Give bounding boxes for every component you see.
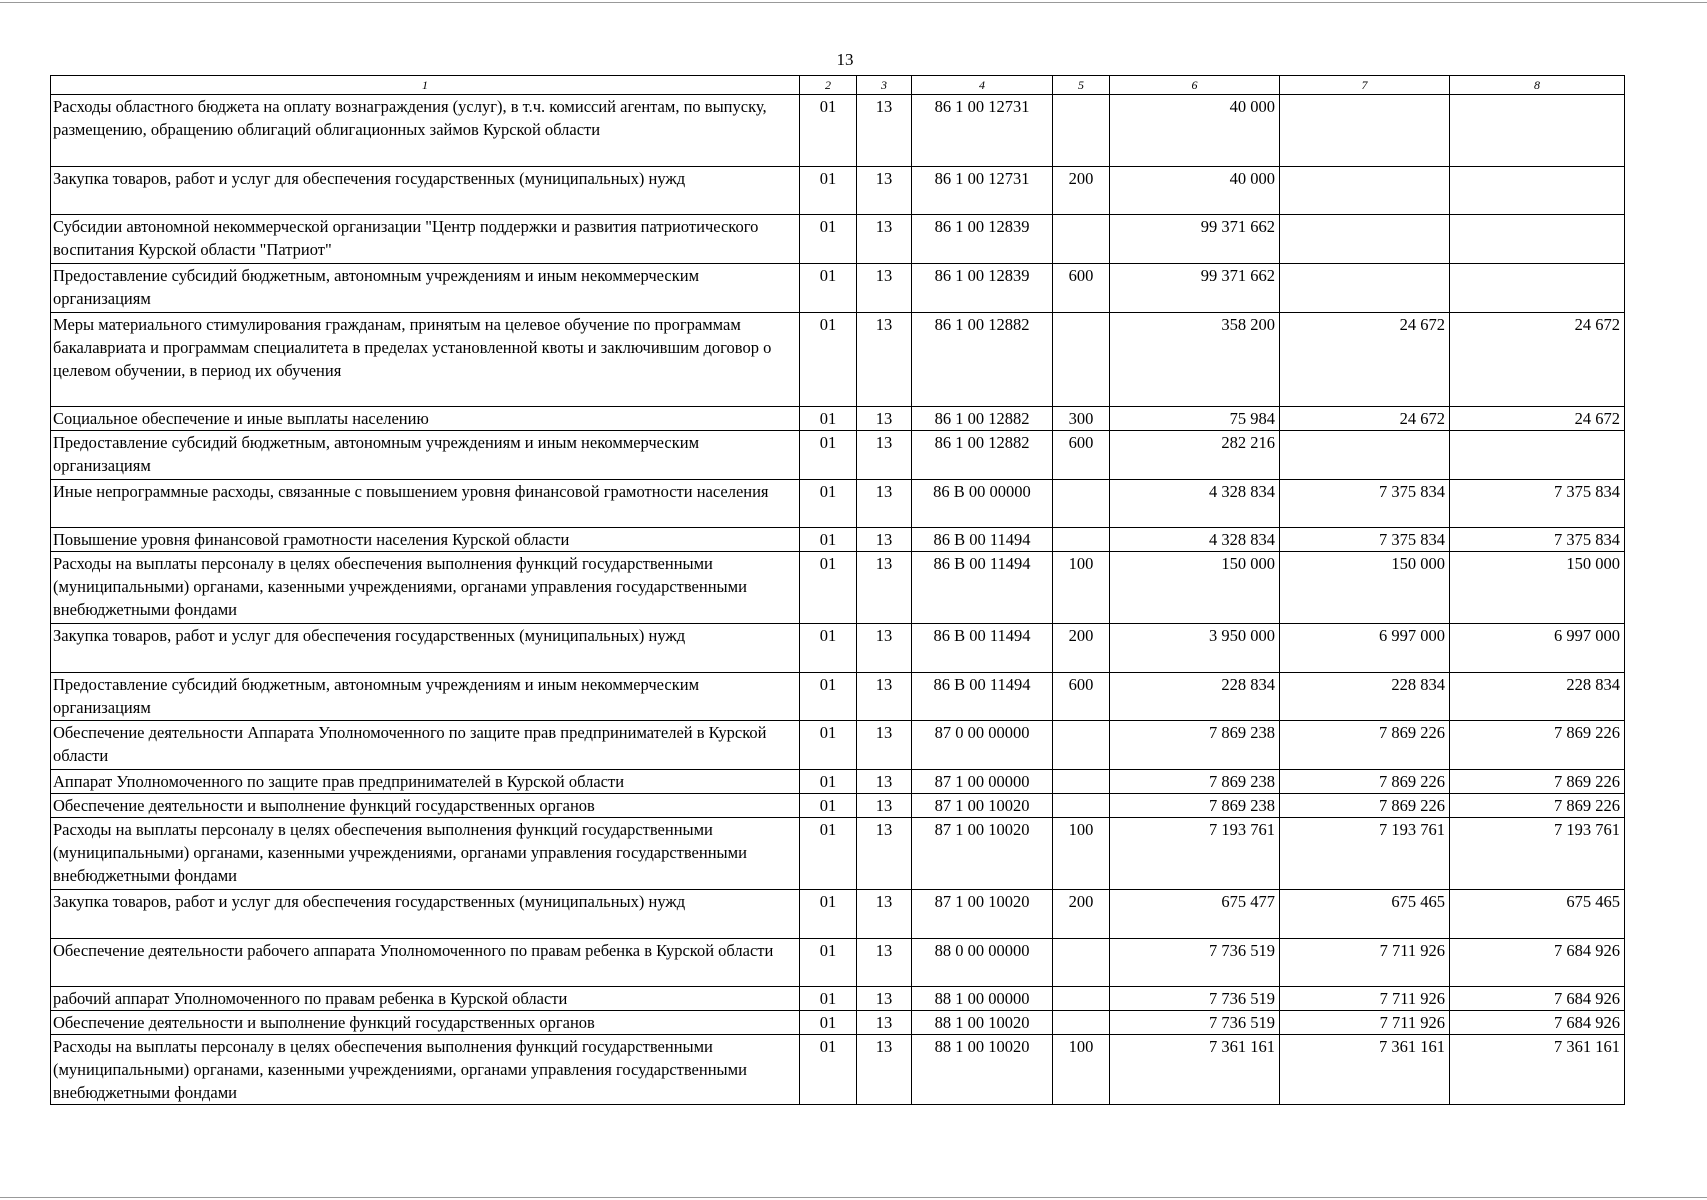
expense-name-cell: Расходы на выплаты персоналу в целях обеспечения выполнения функций государственными (муниципальными) органами, казенными учреждениями, органами управления государственными внебюджетными фондами: [51, 1035, 800, 1105]
subsection-code-cell: 13: [857, 528, 912, 552]
target-article-cell: 86 1 00 12882: [912, 407, 1053, 431]
scan-top-edge: [0, 2, 1707, 3]
expense-name-cell: Закупка товаров, работ и услуг для обеспечения государственных (муниципальных) нужд: [51, 624, 800, 673]
expense-type-cell: [1053, 480, 1110, 528]
subsection-code-cell: 13: [857, 215, 912, 264]
amount-col8-cell: 7 375 834: [1450, 528, 1625, 552]
table-row: [51, 167, 1625, 215]
expense-type-cell: 100: [1053, 1035, 1110, 1105]
amount-col8-cell: 7 375 834: [1450, 480, 1625, 528]
subsection-code-cell: 13: [857, 313, 912, 407]
amount-col7-cell: 7 869 226: [1280, 770, 1450, 794]
amount-col6-cell: 75 984: [1110, 407, 1280, 431]
section-code-cell: 01: [800, 167, 857, 215]
amount-col7-cell: 7 711 926: [1280, 987, 1450, 1011]
amount-col6-cell: 99 371 662: [1110, 264, 1280, 313]
amount-col6-cell: 40 000: [1110, 167, 1280, 215]
subsection-code-cell: 13: [857, 770, 912, 794]
expense-type-cell: 200: [1053, 167, 1110, 215]
amount-col6-cell: 99 371 662: [1110, 215, 1280, 264]
expense-name-cell: Меры материального стимулирования гражданам, принятым на целевое обучение по программам бакалавриата и программам специалитета в пределах установленной квоты и заключившим договор о целевом обучении, в период их обучения: [51, 313, 800, 407]
subsection-code-cell: 13: [857, 939, 912, 987]
section-code-cell: 01: [800, 552, 857, 624]
expense-name-cell: Иные непрограммные расходы, связанные с повышением уровня финансовой грамотности населения: [51, 480, 800, 528]
expense-type-cell: [1053, 528, 1110, 552]
subsection-code-cell: 13: [857, 264, 912, 313]
table-row: [51, 721, 1625, 770]
amount-col6-cell: 4 328 834: [1110, 528, 1280, 552]
target-article-cell: 86 В 00 11494: [912, 528, 1053, 552]
expense-type-cell: [1053, 95, 1110, 167]
amount-col8-cell: 675 465: [1450, 890, 1625, 939]
expense-name-cell: Обеспечение деятельности и выполнение функций государственных органов: [51, 1011, 800, 1035]
subsection-code-cell: 13: [857, 95, 912, 167]
subsection-code-cell: 13: [857, 624, 912, 673]
target-article-cell: 86 1 00 12839: [912, 264, 1053, 313]
page-number: 13: [836, 50, 854, 69]
expense-name-cell: Закупка товаров, работ и услуг для обеспечения государственных (муниципальных) нужд: [51, 167, 800, 215]
subsection-code-cell: 13: [857, 407, 912, 431]
amount-col6-cell: 282 216: [1110, 431, 1280, 480]
section-code-cell: 01: [800, 1011, 857, 1035]
amount-col7-cell: [1280, 264, 1450, 313]
expense-type-cell: [1053, 1011, 1110, 1035]
target-article-cell: 88 1 00 10020: [912, 1035, 1053, 1105]
section-code-cell: 01: [800, 770, 857, 794]
subsection-code-cell: 13: [857, 890, 912, 939]
table-row: [51, 264, 1625, 313]
table-row: [51, 890, 1625, 939]
section-code-cell: 01: [800, 939, 857, 987]
amount-col8-cell: 7 193 761: [1450, 818, 1625, 890]
amount-col7-cell: [1280, 431, 1450, 480]
table-row: [51, 552, 1625, 624]
target-article-cell: 88 1 00 10020: [912, 1011, 1053, 1035]
section-code-cell: 01: [800, 673, 857, 721]
table-row: [51, 313, 1625, 407]
target-article-cell: 88 0 00 00000: [912, 939, 1053, 987]
expense-name-cell: Социальное обеспечение и иные выплаты населению: [51, 407, 800, 431]
target-article-cell: 86 В 00 11494: [912, 624, 1053, 673]
section-code-cell: 01: [800, 480, 857, 528]
table-row: [51, 987, 1625, 1011]
target-article-cell: 87 1 00 10020: [912, 794, 1053, 818]
amount-col7-cell: 675 465: [1280, 890, 1450, 939]
target-article-cell: 87 0 00 00000: [912, 721, 1053, 770]
amount-col8-cell: 228 834: [1450, 673, 1625, 721]
column-number-header-row: [51, 76, 1625, 95]
amount-col7-cell: 7 361 161: [1280, 1035, 1450, 1105]
subsection-code-cell: 13: [857, 167, 912, 215]
table-row: [51, 624, 1625, 673]
expense-type-cell: [1053, 721, 1110, 770]
expense-name-cell: Предоставление субсидий бюджетным, автономным учреждениям и иным некоммерческим организациям: [51, 264, 800, 313]
amount-col6-cell: 228 834: [1110, 673, 1280, 721]
expense-name-cell: Предоставление субсидий бюджетным, автономным учреждениям и иным некоммерческим организациям: [51, 673, 800, 721]
expense-type-cell: [1053, 939, 1110, 987]
expense-type-cell: 100: [1053, 818, 1110, 890]
section-code-cell: 01: [800, 431, 857, 480]
table-row: [51, 794, 1625, 818]
amount-col7-cell: 7 375 834: [1280, 480, 1450, 528]
expense-name-cell: Предоставление субсидий бюджетным, автономным учреждениям и иным некоммерческим организациям: [51, 431, 800, 480]
amount-col6-cell: 358 200: [1110, 313, 1280, 407]
section-code-cell: 01: [800, 407, 857, 431]
section-code-cell: 01: [800, 215, 857, 264]
expense-type-cell: 300: [1053, 407, 1110, 431]
table-row: [51, 480, 1625, 528]
column-header-1: 1: [51, 76, 800, 95]
amount-col8-cell: 7 361 161: [1450, 1035, 1625, 1105]
expense-type-cell: [1053, 770, 1110, 794]
section-code-cell: 01: [800, 95, 857, 167]
subsection-code-cell: 13: [857, 1035, 912, 1105]
amount-col6-cell: 150 000: [1110, 552, 1280, 624]
subsection-code-cell: 13: [857, 431, 912, 480]
amount-col7-cell: 6 997 000: [1280, 624, 1450, 673]
amount-col6-cell: 7 869 238: [1110, 794, 1280, 818]
amount-col8-cell: [1450, 167, 1625, 215]
expense-name-cell: Обеспечение деятельности Аппарата Уполномоченного по защите прав предпринимателей в Курской области: [51, 721, 800, 770]
expense-type-cell: [1053, 313, 1110, 407]
amount-col7-cell: [1280, 167, 1450, 215]
subsection-code-cell: 13: [857, 721, 912, 770]
expense-type-cell: [1053, 987, 1110, 1011]
amount-col8-cell: 150 000: [1450, 552, 1625, 624]
expense-name-cell: Субсидии автономной некоммерческой организации "Центр поддержки и развития патриотического воспитания Курской области "Патриот": [51, 215, 800, 264]
expense-type-cell: [1053, 215, 1110, 264]
amount-col7-cell: 24 672: [1280, 407, 1450, 431]
amount-col8-cell: 24 672: [1450, 407, 1625, 431]
target-article-cell: 87 1 00 10020: [912, 818, 1053, 890]
amount-col8-cell: [1450, 431, 1625, 480]
subsection-code-cell: 13: [857, 987, 912, 1011]
section-code-cell: 01: [800, 987, 857, 1011]
amount-col7-cell: 7 869 226: [1280, 721, 1450, 770]
expense-type-cell: 600: [1053, 431, 1110, 480]
amount-col7-cell: 150 000: [1280, 552, 1450, 624]
amount-col6-cell: 7 736 519: [1110, 987, 1280, 1011]
target-article-cell: 86 1 00 12731: [912, 95, 1053, 167]
amount-col8-cell: [1450, 215, 1625, 264]
section-code-cell: 01: [800, 890, 857, 939]
expense-type-cell: 600: [1053, 673, 1110, 721]
section-code-cell: 01: [800, 624, 857, 673]
expense-type-cell: 200: [1053, 890, 1110, 939]
target-article-cell: 86 1 00 12839: [912, 215, 1053, 264]
section-code-cell: 01: [800, 721, 857, 770]
target-article-cell: 87 1 00 10020: [912, 890, 1053, 939]
section-code-cell: 01: [800, 313, 857, 407]
table-row: [51, 770, 1625, 794]
amount-col8-cell: [1450, 95, 1625, 167]
target-article-cell: 87 1 00 00000: [912, 770, 1053, 794]
budget-table: [50, 75, 1625, 1105]
table-row: [51, 95, 1625, 167]
amount-col6-cell: 4 328 834: [1110, 480, 1280, 528]
expense-name-cell: Расходы на выплаты персоналу в целях обеспечения выполнения функций государственными (муниципальными) органами, казенными учреждениями, органами управления государственными внебюджетными фондами: [51, 818, 800, 890]
table-row: [51, 528, 1625, 552]
amount-col7-cell: 7 869 226: [1280, 794, 1450, 818]
expense-name-cell: Обеспечение деятельности и выполнение функций государственных органов: [51, 794, 800, 818]
section-code-cell: 01: [800, 1035, 857, 1105]
amount-col8-cell: [1450, 264, 1625, 313]
table-row: [51, 673, 1625, 721]
target-article-cell: 86 В 00 11494: [912, 552, 1053, 624]
amount-col8-cell: 6 997 000: [1450, 624, 1625, 673]
expense-name-cell: Закупка товаров, работ и услуг для обеспечения государственных (муниципальных) нужд: [51, 890, 800, 939]
expense-name-cell: Повышение уровня финансовой грамотности населения Курской области: [51, 528, 800, 552]
amount-col6-cell: 7 869 238: [1110, 721, 1280, 770]
amount-col6-cell: 675 477: [1110, 890, 1280, 939]
scan-bottom-edge: [0, 1197, 1707, 1198]
amount-col7-cell: 7 375 834: [1280, 528, 1450, 552]
column-header-6: 6: [1110, 76, 1280, 95]
table-row: [51, 215, 1625, 264]
expense-type-cell: [1053, 794, 1110, 818]
column-header-5: 5: [1053, 76, 1110, 95]
amount-col6-cell: 7 736 519: [1110, 939, 1280, 987]
amount-col6-cell: 7 869 238: [1110, 770, 1280, 794]
amount-col7-cell: 228 834: [1280, 673, 1450, 721]
amount-col8-cell: 7 684 926: [1450, 939, 1625, 987]
amount-col6-cell: 7 193 761: [1110, 818, 1280, 890]
expense-name-cell: Аппарат Уполномоченного по защите прав предпринимателей в Курской области: [51, 770, 800, 794]
table-row: [51, 431, 1625, 480]
amount-col6-cell: 7 361 161: [1110, 1035, 1280, 1105]
target-article-cell: 86 1 00 12882: [912, 431, 1053, 480]
target-article-cell: 86 В 00 11494: [912, 673, 1053, 721]
amount-col7-cell: [1280, 215, 1450, 264]
subsection-code-cell: 13: [857, 673, 912, 721]
subsection-code-cell: 13: [857, 480, 912, 528]
amount-col6-cell: 3 950 000: [1110, 624, 1280, 673]
target-article-cell: 86 В 00 00000: [912, 480, 1053, 528]
column-header-8: 8: [1450, 76, 1625, 95]
amount-col8-cell: 7 869 226: [1450, 794, 1625, 818]
amount-col6-cell: 40 000: [1110, 95, 1280, 167]
amount-col8-cell: 7 684 926: [1450, 987, 1625, 1011]
amount-col7-cell: 7 711 926: [1280, 1011, 1450, 1035]
expense-name-cell: Расходы на выплаты персоналу в целях обеспечения выполнения функций государственными (муниципальными) органами, казенными учреждениями, органами управления государственными внебюджетными фондами: [51, 552, 800, 624]
column-header-4: 4: [912, 76, 1053, 95]
column-header-2: 2: [800, 76, 857, 95]
target-article-cell: 86 1 00 12731: [912, 167, 1053, 215]
table-row: [51, 818, 1625, 890]
table-row: [51, 1035, 1625, 1105]
expense-name-cell: рабочий аппарат Уполномоченного по правам ребенка в Курской области: [51, 987, 800, 1011]
subsection-code-cell: 13: [857, 1011, 912, 1035]
section-code-cell: 01: [800, 794, 857, 818]
table-row: [51, 1011, 1625, 1035]
amount-col7-cell: 7 193 761: [1280, 818, 1450, 890]
amount-col7-cell: [1280, 95, 1450, 167]
expense-name-cell: Расходы областного бюджета на оплату вознаграждения (услуг), в т.ч. комиссий агентам, по выпуску, размещению, обращению облигаций облигационных займов Курской области: [51, 95, 800, 167]
amount-col8-cell: 7 684 926: [1450, 1011, 1625, 1035]
column-header-7: 7: [1280, 76, 1450, 95]
subsection-code-cell: 13: [857, 818, 912, 890]
amount-col8-cell: 24 672: [1450, 313, 1625, 407]
column-header-3: 3: [857, 76, 912, 95]
amount-col8-cell: 7 869 226: [1450, 770, 1625, 794]
amount-col7-cell: 7 711 926: [1280, 939, 1450, 987]
target-article-cell: 86 1 00 12882: [912, 313, 1053, 407]
subsection-code-cell: 13: [857, 794, 912, 818]
section-code-cell: 01: [800, 528, 857, 552]
table-row: [51, 407, 1625, 431]
expense-name-cell: Обеспечение деятельности рабочего аппарата Уполномоченного по правам ребенка в Курской области: [51, 939, 800, 987]
section-code-cell: 01: [800, 264, 857, 313]
amount-col7-cell: 24 672: [1280, 313, 1450, 407]
expense-type-cell: 600: [1053, 264, 1110, 313]
table-row: [51, 939, 1625, 987]
table-body: [51, 95, 1625, 1105]
expense-type-cell: 200: [1053, 624, 1110, 673]
target-article-cell: 88 1 00 00000: [912, 987, 1053, 1011]
amount-col8-cell: 7 869 226: [1450, 721, 1625, 770]
section-code-cell: 01: [800, 818, 857, 890]
subsection-code-cell: 13: [857, 552, 912, 624]
amount-col6-cell: 7 736 519: [1110, 1011, 1280, 1035]
expense-type-cell: 100: [1053, 552, 1110, 624]
